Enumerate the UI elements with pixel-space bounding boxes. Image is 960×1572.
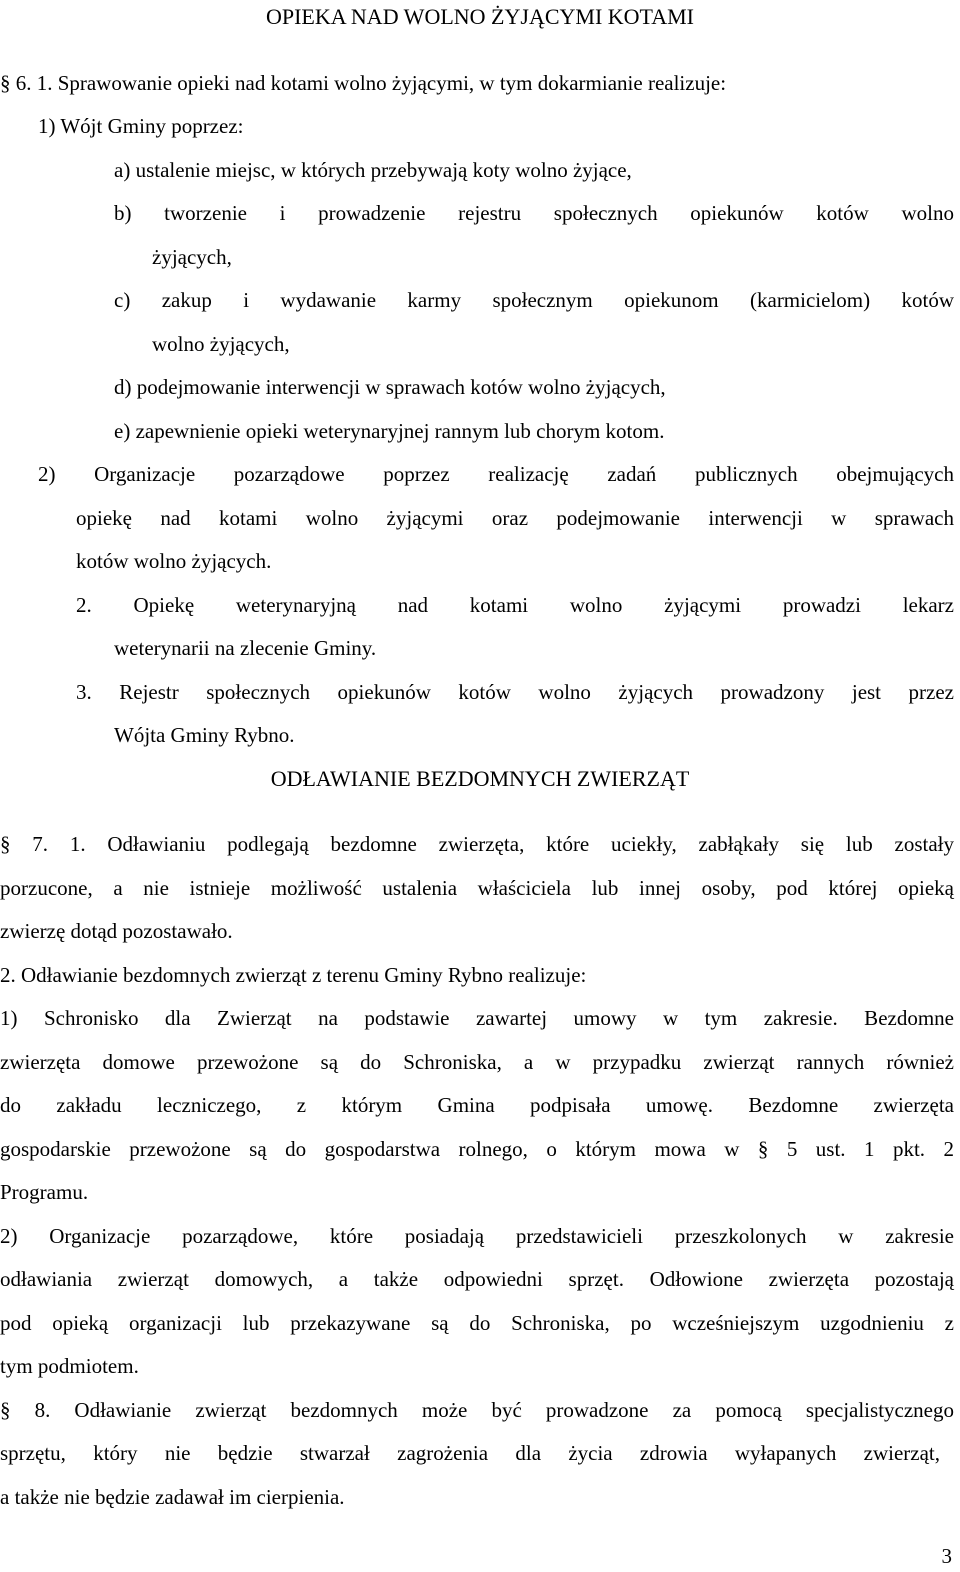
sub-item-d: d) podejmowanie interwencji w sprawach kotów wolno żyjących,: [114, 375, 666, 399]
section-heading-cats: OPIEKA NAD WOLNO ŻYJĄCYMI KOTAMI: [265, 4, 695, 29]
paragraph-7-1-line1: § 7. 1. Odławianiu podlegają bezdomne zwierzęta, które uciekły, zabłąkały się lub zostały: [0, 832, 954, 856]
page-number: 3: [941, 1544, 952, 1568]
paragraph-6-1-intro: § 6. 1. Sprawowanie opieki nad kotami wolno żyjącymi, w tym dokarmianie realizuje:: [0, 71, 727, 95]
list-item-7-2-2-line1: 2) Organizacje pozarządowe, które posiadają przedstawicieli przeszkolonych w zakresie: [0, 1224, 954, 1248]
list-item-7-2-1-line4: gospodarskie przewożone są do gospodarstwa rolnego, o którym mowa w § 5 ust. 1 pkt. 2: [0, 1137, 954, 1161]
list-item-7-2-1-line3: do zakładu leczniczego, z którym Gmina podpisała umowę. Bezdomne zwierzęta: [0, 1093, 954, 1117]
paragraph-6-2-line1: 2. Opiekę weterynaryjną nad kotami wolno żyjącymi prowadzi lekarz: [76, 593, 954, 617]
sub-item-e: e) zapewnienie opieki weterynaryjnej rannym lub chorym kotom.: [114, 419, 665, 443]
list-item-7-2-1-line1: 1) Schronisko dla Zwierząt na podstawie zawartej umowy w tym zakresie. Bezdomne: [0, 1006, 954, 1030]
paragraph-7-1-line2: porzucone, a nie istnieje możliwość ustalenia właściciela lub innej osoby, pod której opieką: [0, 876, 954, 900]
sub-item-b-line1: b) tworzenie i prowadzenie rejestru społecznych opiekunów kotów wolno: [114, 201, 954, 225]
sub-item-c-line2: wolno żyjących,: [152, 332, 290, 356]
paragraph-7-2-title: 2. Odławianie bezdomnych zwierząt z terenu Gminy Rybno realizuje:: [0, 963, 587, 987]
paragraph-6-2-line2: weterynarii na zlecenie Gminy.: [114, 636, 377, 660]
list-item-7-2-1-line5: Programu.: [0, 1180, 89, 1204]
list-item-6-1-2-line1: 2) Organizacje pozarządowe poprzez realizację zadań publicznych obejmujących: [38, 462, 954, 486]
paragraph-6-3-line2: Wójta Gminy Rybno.: [114, 723, 295, 747]
sub-item-a: a) ustalenie miejsc, w których przebywają koty wolno żyjące,: [114, 158, 632, 182]
sub-item-c-line1: c) zakup i wydawanie karmy społecznym opiekunom (karmicielom) kotów: [114, 288, 954, 312]
list-item-6-1-1: 1) Wójt Gminy poprzez:: [38, 114, 244, 138]
list-item-6-1-2-line2: opiekę nad kotami wolno żyjącymi oraz podejmowanie interwencji w sprawach: [76, 506, 954, 530]
list-item-7-2-2-line4: tym podmiotem.: [0, 1354, 139, 1378]
paragraph-7-1-line3: zwierzę dotąd pozostawało.: [0, 919, 233, 943]
section-heading-catching: ODŁAWIANIE BEZDOMNYCH ZWIERZĄT: [270, 766, 690, 791]
paragraph-8-line2: sprzętu, który nie będzie stwarzał zagrożenia dla życia zdrowia wyłapanych zwierząt,: [0, 1441, 940, 1465]
list-item-7-2-2-line3: pod opieką organizacji lub przekazywane są do Schroniska, po wcześniejszym uzgodnieniu z: [0, 1311, 954, 1335]
list-item-7-2-2-line2: odławiania zwierząt domowych, a także odpowiedni sprzęt. Odłowione zwierzęta pozostają: [0, 1267, 954, 1291]
paragraph-8-line1: § 8. Odławianie zwierząt bezdomnych może być prowadzone za pomocą specjalistycznego: [0, 1398, 954, 1422]
paragraph-6-3-line1: 3. Rejestr społecznych opiekunów kotów wolno żyjących prowadzony jest przez: [76, 680, 954, 704]
list-item-7-2-1-line2: zwierzęta domowe przewożone są do Schroniska, a w przypadku zwierząt rannych również: [0, 1050, 954, 1074]
sub-item-b-line2: żyjących,: [152, 245, 232, 269]
list-item-6-1-2-line3: kotów wolno żyjących.: [76, 549, 272, 573]
paragraph-8-line3: a także nie będzie zadawał im cierpienia.: [0, 1485, 345, 1509]
